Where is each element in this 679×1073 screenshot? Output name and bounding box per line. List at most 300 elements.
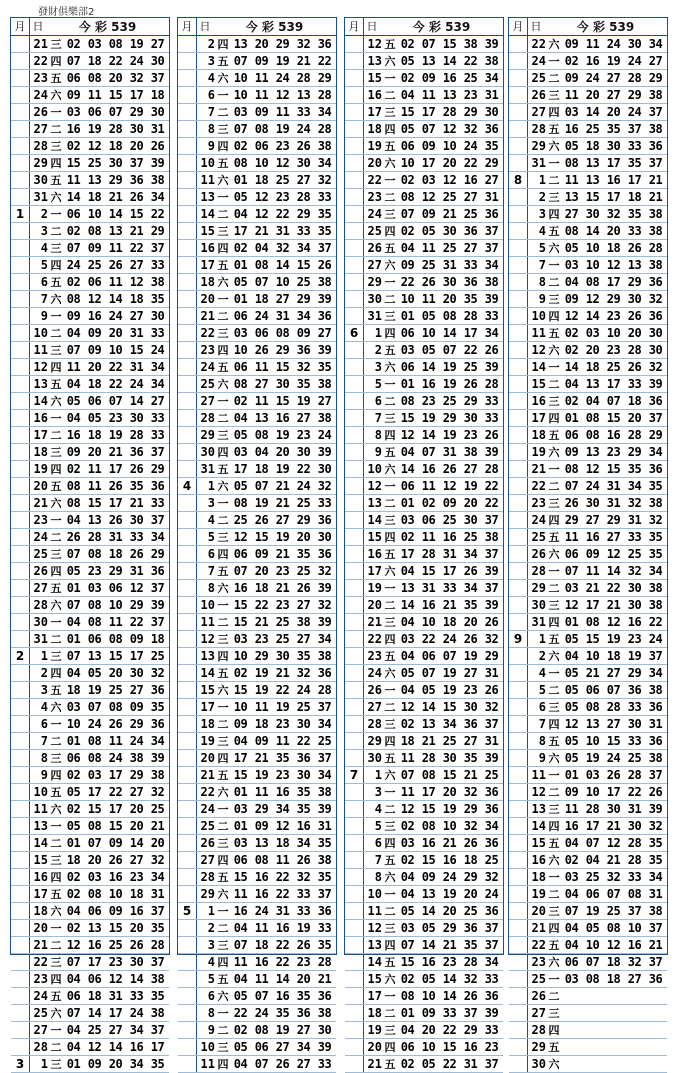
result-row xyxy=(11,495,169,512)
number-cell: 22 xyxy=(275,955,290,969)
weekday-cell: 六 xyxy=(217,582,229,595)
day-cell: 21 xyxy=(33,496,48,510)
weekday-cell: 四 xyxy=(217,650,229,663)
result-row xyxy=(11,665,169,682)
number-cell: 19 xyxy=(442,683,457,697)
result-row xyxy=(11,512,169,529)
number-cell: 11 xyxy=(108,734,123,748)
number-cell: 39 xyxy=(484,37,499,51)
day-cell: 15 xyxy=(200,224,215,238)
number-cell: 29 xyxy=(442,921,457,935)
number-cell: 35 xyxy=(317,836,332,850)
month-cell xyxy=(345,818,364,834)
result-row xyxy=(178,36,336,53)
number-cell: 12 xyxy=(233,530,248,544)
number-cell: 22 xyxy=(108,360,123,374)
month-cell xyxy=(11,801,30,817)
number-cell: 19 xyxy=(585,751,600,765)
number-cell: 19 xyxy=(275,1023,290,1037)
number-cell: 34 xyxy=(296,309,311,323)
number-cell: 36 xyxy=(463,224,478,238)
number-cell: 06 xyxy=(87,105,102,119)
result-row xyxy=(178,852,336,869)
number-cell: 28 xyxy=(484,462,499,476)
number-cell: 39 xyxy=(484,564,499,578)
month-cell xyxy=(509,1005,528,1021)
number-cell: 37 xyxy=(648,105,663,119)
result-row xyxy=(178,512,336,529)
number-cell: 21 xyxy=(254,224,269,238)
number-cell: 07 xyxy=(66,649,81,663)
number-cell: 05 xyxy=(66,819,81,833)
result-row xyxy=(11,70,169,87)
month-cell: 8 xyxy=(509,172,528,188)
number-cell: 34 xyxy=(296,836,311,850)
number-cell: 05 xyxy=(400,904,415,918)
number-cell: 01 xyxy=(66,836,81,850)
number-cell: 36 xyxy=(317,547,332,561)
month-cell: 4 xyxy=(178,478,197,494)
number-cell: 06 xyxy=(108,581,123,595)
day-cell: 28 xyxy=(200,411,215,425)
weekday-cell: 六 xyxy=(50,1007,62,1020)
weekday-cell: 一 xyxy=(384,174,396,187)
result-row xyxy=(178,291,336,308)
number-cell: 22 xyxy=(463,156,478,170)
number-cell: 14 xyxy=(108,292,123,306)
weekday-cell: 六 xyxy=(548,752,560,765)
result-row xyxy=(11,478,169,495)
weekday-cell: 一 xyxy=(50,820,62,833)
number-cell: 02 xyxy=(400,224,415,238)
number-cell: 27 xyxy=(463,190,478,204)
number-cell: 32 xyxy=(648,819,663,833)
number-cell: 21 xyxy=(150,819,165,833)
number-cell: 31 xyxy=(275,309,290,323)
month-cell xyxy=(509,376,528,392)
number-cell: 01 xyxy=(564,411,579,425)
weekday-cell: 六 xyxy=(217,378,229,391)
month-cell xyxy=(178,665,197,681)
day-cell: 16 xyxy=(531,853,546,867)
month-cell xyxy=(345,852,364,868)
day-cell: 14 xyxy=(33,394,48,408)
number-cell: 31 xyxy=(129,564,144,578)
number-cell: 33 xyxy=(627,870,642,884)
result-row xyxy=(509,529,667,546)
number-cell: 38 xyxy=(150,173,165,187)
number-cell: 11 xyxy=(275,734,290,748)
number-cell: 30 xyxy=(442,224,457,238)
number-cell: 08 xyxy=(564,462,579,476)
number-cell: 36 xyxy=(484,207,499,221)
result-row xyxy=(509,699,667,716)
number-cell: 16 xyxy=(296,819,311,833)
number-cell: 06 xyxy=(400,326,415,340)
number-cell: 19 xyxy=(585,904,600,918)
number-cell: 22 xyxy=(484,479,499,493)
number-cell: 31 xyxy=(606,496,621,510)
number-cell: 19 xyxy=(442,666,457,680)
number-cell: 09 xyxy=(585,547,600,561)
number-cell: 05 xyxy=(421,224,436,238)
number-cell: 25 xyxy=(463,904,478,918)
number-cell: 12 xyxy=(564,717,579,731)
month-cell xyxy=(178,104,197,120)
number-cell: 36 xyxy=(484,122,499,136)
number-cell: 28 xyxy=(484,377,499,391)
number-cell: 22 xyxy=(275,683,290,697)
weekday-cell: 四 xyxy=(548,310,560,323)
month-cell xyxy=(345,104,364,120)
result-row xyxy=(178,597,336,614)
number-cell: 25 xyxy=(296,275,311,289)
month-cell xyxy=(345,750,364,766)
number-cell: 23 xyxy=(296,955,311,969)
day-cell: 14 xyxy=(33,836,48,850)
day-cell: 19 xyxy=(200,734,215,748)
month-cell xyxy=(345,699,364,715)
day-cell: 18 xyxy=(531,428,546,442)
day-cell: 27 xyxy=(33,581,48,595)
number-cell: 01 xyxy=(66,734,81,748)
result-row xyxy=(178,87,336,104)
month-cell xyxy=(11,937,30,953)
weekday-cell: 一 xyxy=(50,514,62,527)
result-row xyxy=(11,784,169,801)
month-cell xyxy=(509,478,528,494)
month-cell xyxy=(11,274,30,290)
day-cell: 5 xyxy=(207,530,215,544)
number-cell: 25 xyxy=(296,564,311,578)
number-cell: 39 xyxy=(150,156,165,170)
number-cell: 25 xyxy=(463,207,478,221)
number-cell: 11 xyxy=(87,479,102,493)
weekday-cell: 五 xyxy=(50,174,62,187)
number-cell: 27 xyxy=(275,513,290,527)
header-title: 今 彩 539 xyxy=(576,20,635,34)
number-cell: 12 xyxy=(421,190,436,204)
number-cell: 19 xyxy=(442,887,457,901)
result-row xyxy=(178,563,336,580)
number-cell: 02 xyxy=(66,802,81,816)
number-cell: 33 xyxy=(317,921,332,935)
number-cell: 03 xyxy=(421,173,436,187)
number-cell: 09 xyxy=(254,819,269,833)
number-cell: 16 xyxy=(275,921,290,935)
month-cell xyxy=(11,1022,30,1038)
number-cell: 09 xyxy=(421,139,436,153)
month-cell xyxy=(178,648,197,664)
result-row xyxy=(11,699,169,716)
day-cell: 8 xyxy=(207,122,215,136)
number-cell: 16 xyxy=(627,615,642,629)
result-row xyxy=(345,257,503,274)
number-cell: 31 xyxy=(129,326,144,340)
header-day: 日 xyxy=(530,20,542,33)
month-cell xyxy=(11,869,30,885)
number-cell: 05 xyxy=(564,139,579,153)
number-cell: 10 xyxy=(421,989,436,1003)
day-cell: 24 xyxy=(200,802,215,816)
number-cell: 09 xyxy=(66,309,81,323)
weekday-cell: 五 xyxy=(384,344,396,357)
number-cell: 09 xyxy=(421,1006,436,1020)
day-cell: 5 xyxy=(207,972,215,986)
number-cell: 39 xyxy=(317,1040,332,1054)
number-cell: 20 xyxy=(606,105,621,119)
results-rows xyxy=(178,36,336,1073)
weekday-cell: 三 xyxy=(384,106,396,119)
panel-header xyxy=(11,18,169,36)
number-cell: 37 xyxy=(484,513,499,527)
number-cell: 29 xyxy=(627,445,642,459)
number-cell: 37 xyxy=(463,1006,478,1020)
month-cell xyxy=(178,223,197,239)
number-cell: 22 xyxy=(296,462,311,476)
number-cell: 17 xyxy=(108,768,123,782)
number-cell: 24 xyxy=(648,632,663,646)
number-cell: 13 xyxy=(421,887,436,901)
month-cell xyxy=(509,784,528,800)
result-row xyxy=(509,427,667,444)
results-rows xyxy=(509,36,667,1073)
number-cell: 09 xyxy=(296,326,311,340)
number-cell: 01 xyxy=(564,615,579,629)
number-cell: 02 xyxy=(66,768,81,782)
day-cell: 28 xyxy=(531,1023,546,1037)
weekday-cell: 六 xyxy=(548,446,560,459)
weekday-cell: 四 xyxy=(217,38,229,51)
weekday-cell: 三 xyxy=(548,803,560,816)
number-cell: 12 xyxy=(564,309,579,323)
number-cell: 36 xyxy=(296,751,311,765)
month-cell xyxy=(178,1039,197,1055)
result-row xyxy=(178,903,336,920)
number-cell: 04 xyxy=(233,921,248,935)
number-cell: 07 xyxy=(564,904,579,918)
weekday-cell: 四 xyxy=(548,718,560,731)
number-cell: 18 xyxy=(108,139,123,153)
weekday-cell: 二 xyxy=(384,1007,396,1020)
number-cell: 30 xyxy=(627,581,642,595)
month-cell xyxy=(178,920,197,936)
day-cell: 20 xyxy=(200,751,215,765)
day-cell: 7 xyxy=(40,292,48,306)
result-row xyxy=(11,325,169,342)
weekday-cell: 四 xyxy=(217,242,229,255)
number-cell: 28 xyxy=(627,853,642,867)
number-cell: 16 xyxy=(585,54,600,68)
weekday-cell: 六 xyxy=(548,1058,560,1071)
number-cell: 27 xyxy=(150,394,165,408)
number-cell: 18 xyxy=(87,428,102,442)
weekday-cell: 三 xyxy=(50,548,62,561)
number-cell: 10 xyxy=(421,326,436,340)
number-cell: 28 xyxy=(150,938,165,952)
day-cell: 4 xyxy=(40,241,48,255)
weekday-cell: 一 xyxy=(384,480,396,493)
number-cell: 33 xyxy=(317,496,332,510)
month-cell xyxy=(178,784,197,800)
number-cell: 38 xyxy=(150,768,165,782)
number-cell: 21 xyxy=(463,768,478,782)
number-cell: 09 xyxy=(108,904,123,918)
number-cell: 18 xyxy=(150,88,165,102)
number-cell: 09 xyxy=(564,292,579,306)
number-cell: 02 xyxy=(66,462,81,476)
number-cell: 11 xyxy=(66,173,81,187)
number-cell: 08 xyxy=(254,428,269,442)
day-cell: 2 xyxy=(538,190,546,204)
number-cell: 20 xyxy=(585,88,600,102)
month-cell xyxy=(509,767,528,783)
number-cell: 15 xyxy=(606,411,621,425)
number-cell: 34 xyxy=(484,326,499,340)
day-cell: 21 xyxy=(33,37,48,51)
number-cell: 02 xyxy=(233,139,248,153)
month-cell xyxy=(345,138,364,154)
number-cell: 01 xyxy=(233,258,248,272)
result-row xyxy=(509,869,667,886)
weekday-cell: 二 xyxy=(50,429,62,442)
day-cell: 24 xyxy=(531,513,546,527)
result-row xyxy=(11,1005,169,1022)
number-cell: 18 xyxy=(108,547,123,561)
result-row xyxy=(509,393,667,410)
month-cell: 5 xyxy=(178,903,197,919)
number-cell: 13 xyxy=(87,921,102,935)
weekday-cell: 一 xyxy=(50,616,62,629)
number-cell: 17 xyxy=(627,173,642,187)
month-cell xyxy=(345,393,364,409)
number-cell: 26 xyxy=(275,1057,290,1071)
day-cell: 27 xyxy=(367,258,382,272)
weekday-cell: 四 xyxy=(217,548,229,561)
number-cell: 35 xyxy=(296,989,311,1003)
day-cell: 26 xyxy=(367,683,382,697)
day-cell: 26 xyxy=(33,564,48,578)
day-cell: 15 xyxy=(33,853,48,867)
result-row xyxy=(345,138,503,155)
weekday-cell: 六 xyxy=(50,599,62,612)
number-cell: 24 xyxy=(484,887,499,901)
weekday-cell: 五 xyxy=(548,123,560,136)
month-cell xyxy=(509,818,528,834)
number-cell: 36 xyxy=(317,37,332,51)
day-cell: 13 xyxy=(367,54,382,68)
number-cell: 06 xyxy=(400,360,415,374)
month-cell xyxy=(11,342,30,358)
number-cell: 22 xyxy=(400,275,415,289)
number-cell: 19 xyxy=(87,122,102,136)
result-row xyxy=(509,376,667,393)
day-cell: 23 xyxy=(200,343,215,357)
number-cell: 32 xyxy=(627,955,642,969)
number-cell: 01 xyxy=(233,819,248,833)
number-cell: 37 xyxy=(627,122,642,136)
day-cell: 9 xyxy=(207,139,215,153)
result-row xyxy=(345,988,503,1005)
result-row xyxy=(178,121,336,138)
number-cell: 11 xyxy=(108,275,123,289)
number-cell: 14 xyxy=(129,836,144,850)
result-row xyxy=(11,750,169,767)
number-cell: 26 xyxy=(129,547,144,561)
number-cell: 07 xyxy=(66,241,81,255)
number-cell: 38 xyxy=(150,1006,165,1020)
number-cell: 38 xyxy=(484,530,499,544)
number-cell: 08 xyxy=(108,700,123,714)
day-cell: 22 xyxy=(367,632,382,646)
number-cell: 10 xyxy=(585,258,600,272)
result-row xyxy=(11,1056,169,1073)
month-cell xyxy=(178,1056,197,1072)
day-cell: 17 xyxy=(200,700,215,714)
weekday-cell: 四 xyxy=(548,616,560,629)
number-cell: 39 xyxy=(484,445,499,459)
number-cell: 36 xyxy=(648,734,663,748)
number-cell: 39 xyxy=(317,292,332,306)
day-cell: 12 xyxy=(33,360,48,374)
month-cell xyxy=(509,954,528,970)
number-cell: 10 xyxy=(421,1040,436,1054)
weekday-cell: 一 xyxy=(50,310,62,323)
weekday-cell: 二 xyxy=(50,1041,62,1054)
number-cell: 11 xyxy=(254,360,269,374)
number-cell: 05 xyxy=(87,411,102,425)
month-cell xyxy=(178,733,197,749)
day-cell: 6 xyxy=(374,394,382,408)
result-row xyxy=(509,1056,667,1073)
day-cell: 19 xyxy=(531,887,546,901)
month-cell xyxy=(178,274,197,290)
day-cell: 10 xyxy=(367,462,382,476)
result-row xyxy=(178,699,336,716)
number-cell: 14 xyxy=(585,105,600,119)
number-cell: 20 xyxy=(463,496,478,510)
day-cell: 27 xyxy=(200,394,215,408)
number-cell: 08 xyxy=(66,496,81,510)
weekday-cell: 四 xyxy=(50,55,62,68)
number-cell: 31 xyxy=(606,479,621,493)
number-cell: 27 xyxy=(484,173,499,187)
number-cell: 19 xyxy=(442,377,457,391)
result-row xyxy=(509,920,667,937)
weekday-cell: 三 xyxy=(548,395,560,408)
number-cell: 07 xyxy=(87,700,102,714)
month-cell xyxy=(345,1022,364,1038)
result-row xyxy=(11,342,169,359)
number-cell: 39 xyxy=(484,1006,499,1020)
result-row xyxy=(345,410,503,427)
day-cell: 26 xyxy=(33,105,48,119)
results-panel-4 xyxy=(508,17,668,1071)
number-cell: 22 xyxy=(442,1057,457,1071)
number-cell: 09 xyxy=(87,1057,102,1071)
month-cell xyxy=(11,614,30,630)
weekday-cell: 五 xyxy=(384,1058,396,1071)
number-cell: 23 xyxy=(606,445,621,459)
number-cell: 35 xyxy=(317,207,332,221)
month-cell xyxy=(345,597,364,613)
weekday-cell: 一 xyxy=(384,582,396,595)
number-cell: 10 xyxy=(275,275,290,289)
number-cell: 26 xyxy=(108,717,123,731)
day-cell: 1 xyxy=(207,904,215,918)
number-cell: 35 xyxy=(317,224,332,238)
weekday-cell: 四 xyxy=(548,208,560,221)
